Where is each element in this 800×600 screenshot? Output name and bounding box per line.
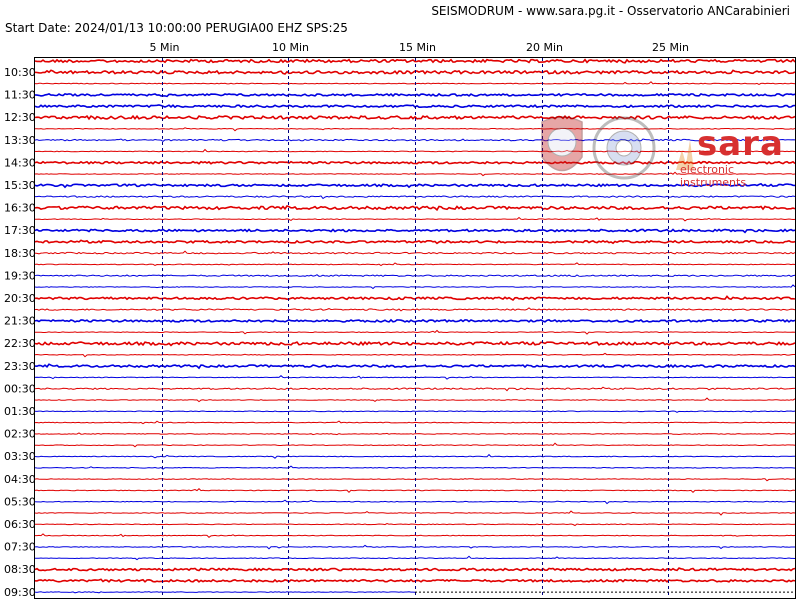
- hour-label: 21:30: [4, 314, 36, 328]
- hour-label: 22:30: [4, 337, 36, 351]
- minute-tick-label: 10 Min: [271, 41, 310, 54]
- trace-line: [35, 320, 795, 322]
- app-title: SEISMODRUM - www.sara.pg.it - Osservatorio ANCarabinieri: [431, 4, 790, 18]
- hour-label: 05:30: [4, 495, 36, 509]
- hour-label: 08:30: [4, 563, 36, 577]
- start-date-label: Start Date: 2024/01/13 10:00:00 PERUGIA00 EHZ SPS:25: [5, 21, 348, 35]
- hour-label: 06:30: [4, 518, 36, 531]
- hour-label: 13:30: [4, 133, 36, 147]
- hour-label: 02:30: [4, 427, 36, 441]
- hour-label: 19:30: [4, 269, 36, 283]
- hour-label: 18:30: [4, 246, 36, 260]
- hour-label: 20:30: [4, 292, 36, 305]
- trace-line: [35, 592, 415, 593]
- minute-tick-label: 5 Min: [149, 41, 180, 54]
- hour-label: 16:30: [4, 201, 36, 215]
- minute-tick-label: 25 Min: [651, 41, 690, 54]
- hour-label: 11:30: [4, 88, 36, 102]
- hour-label: 10:30: [4, 66, 36, 79]
- hour-label: 15:30: [4, 179, 36, 192]
- sara-brand: sara: [697, 124, 784, 164]
- trace-line: [35, 433, 795, 435]
- hour-label: 17:30: [4, 224, 36, 238]
- hour-label: 12:30: [4, 111, 36, 125]
- hour-label: 04:30: [4, 472, 36, 486]
- hour-label: 03:30: [4, 450, 36, 464]
- hour-label: 00:30: [4, 382, 36, 396]
- trace-line: [35, 230, 795, 233]
- hour-label: 23:30: [4, 359, 36, 373]
- trace-line: [35, 421, 795, 424]
- hour-label: 14:30: [4, 156, 36, 170]
- minute-tick-label: 15 Min: [398, 41, 437, 54]
- sara-brand-sub: electronic instruments: [680, 163, 747, 189]
- trace-line: [35, 331, 795, 335]
- minute-tick-label: 20 Min: [525, 41, 564, 54]
- hour-label: 01:30: [4, 405, 36, 418]
- hour-label: 09:30: [4, 585, 36, 599]
- trace-line: [35, 524, 795, 526]
- hour-label: 07:30: [4, 540, 36, 554]
